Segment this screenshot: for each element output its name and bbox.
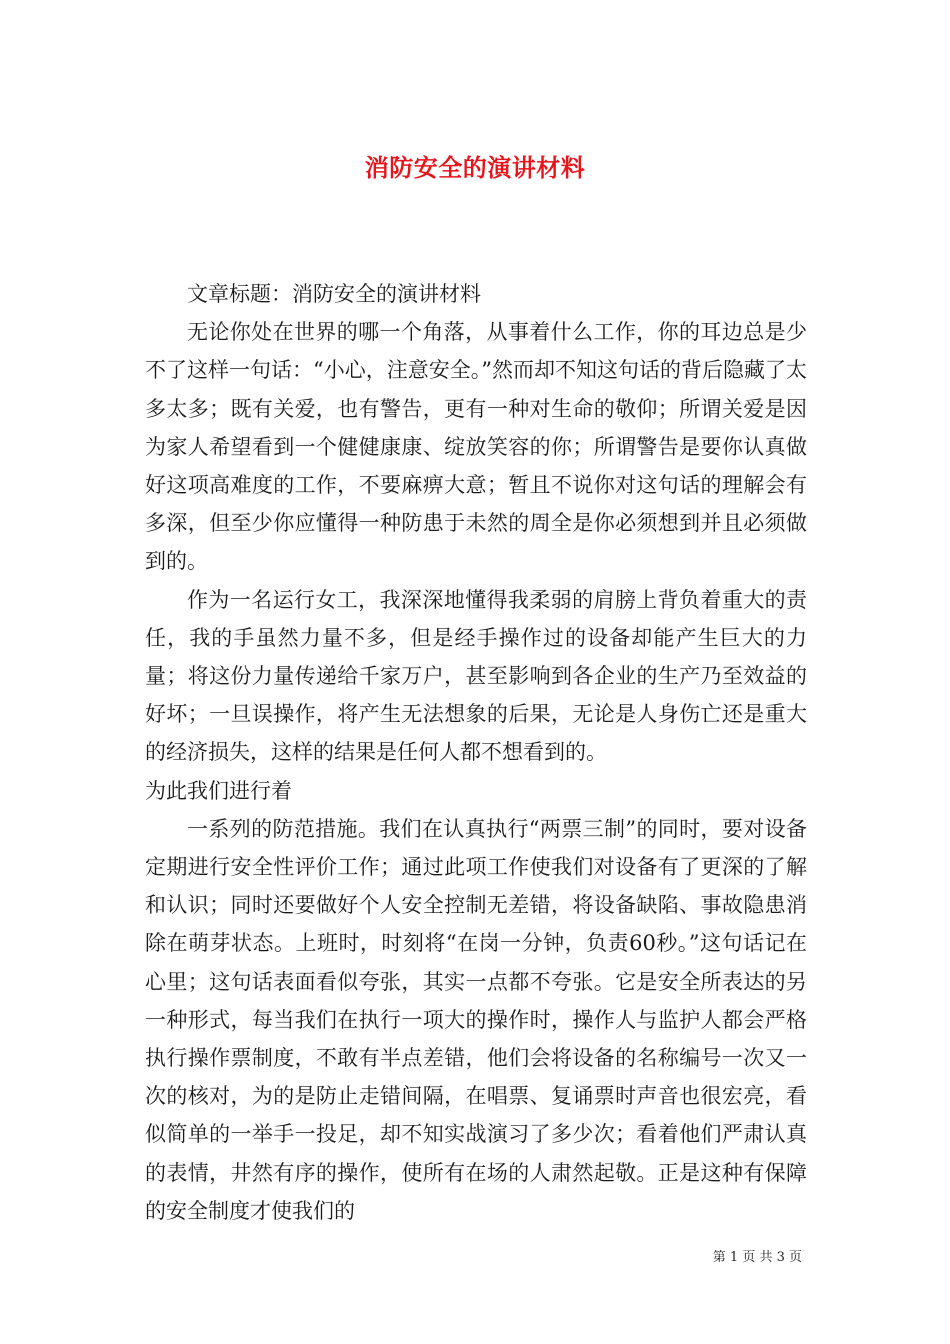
- page-title: 消防安全的演讲材料: [364, 153, 586, 183]
- paragraph: 作为一名运行女工，我深深地懂得我柔弱的肩膀上背负着重大的责任，我的手虽然力量不多，但是经手操作过的设备却能产生巨大的力量；将这份力量传递给千家万户，甚至影响到各企业的生产乃至效益的好坏；一旦误操作，将产生无法想象的后果，无论是人身伤亡还是重大的经济损失，这样的结果是任何人都不想看到的。: [145, 587, 807, 765]
- document-body: [145, 275, 807, 1230]
- page-number: 第 1 页 共 3 页: [712, 1250, 802, 1265]
- paragraph: 一系列的防范措施。我们在认真执行“两票三制”的同时，要对设备定期进行安全性评价工作；通过此项工作使我们对设备有了更深的了解和认识；同时还要做好个人安全控制无差错，将设备缺陷、事故隐患消除在萌芽状态。上班时，时刻将“在岗一分钟，负责60秒。”这句话记在心里；这句话表面看似夸张，其实一点都不夸张。它是安全所表达的另一种形式，每当我们在执行一项大的操作时，操作人与监护人都会严格执行操作票制度，不敢有半点差错，他们会将设备的名称编号一次又一次的核对，为的是防止走错间隔，在唱票、复诵票时声音也很宏亮，看似简单的一举手一投足，却不知实战演习了多少次；看着他们严肃认真的表情，井然有序的操作，使所有在场的人肃然起敬。正是这种有保障的安全制度才使我们的: [145, 816, 807, 1223]
- article-title-line: 文章标题：消防安全的演讲材料: [187, 282, 481, 306]
- paragraph: 无论你处在世界的哪一个角落，从事着什么工作，你的耳边总是少不了这样一句话：“小心，注意安全。”然而却不知这句话的背后隐藏了太多太多；既有关爱，也有警告，更有一种对生命的敬仰；所谓关爱是因为家人希望看到一个健健康康、绽放笑容的你；所谓警告是要你认真做好这项高难度的工作，不要麻痹大意；暂且不说你对这句话的理解会有多深，但至少你应懂得一种防患于未然的周全是你必须想到并且必须做到的。: [145, 320, 807, 574]
- paragraph: 为此我们进行着: [145, 778, 292, 803]
